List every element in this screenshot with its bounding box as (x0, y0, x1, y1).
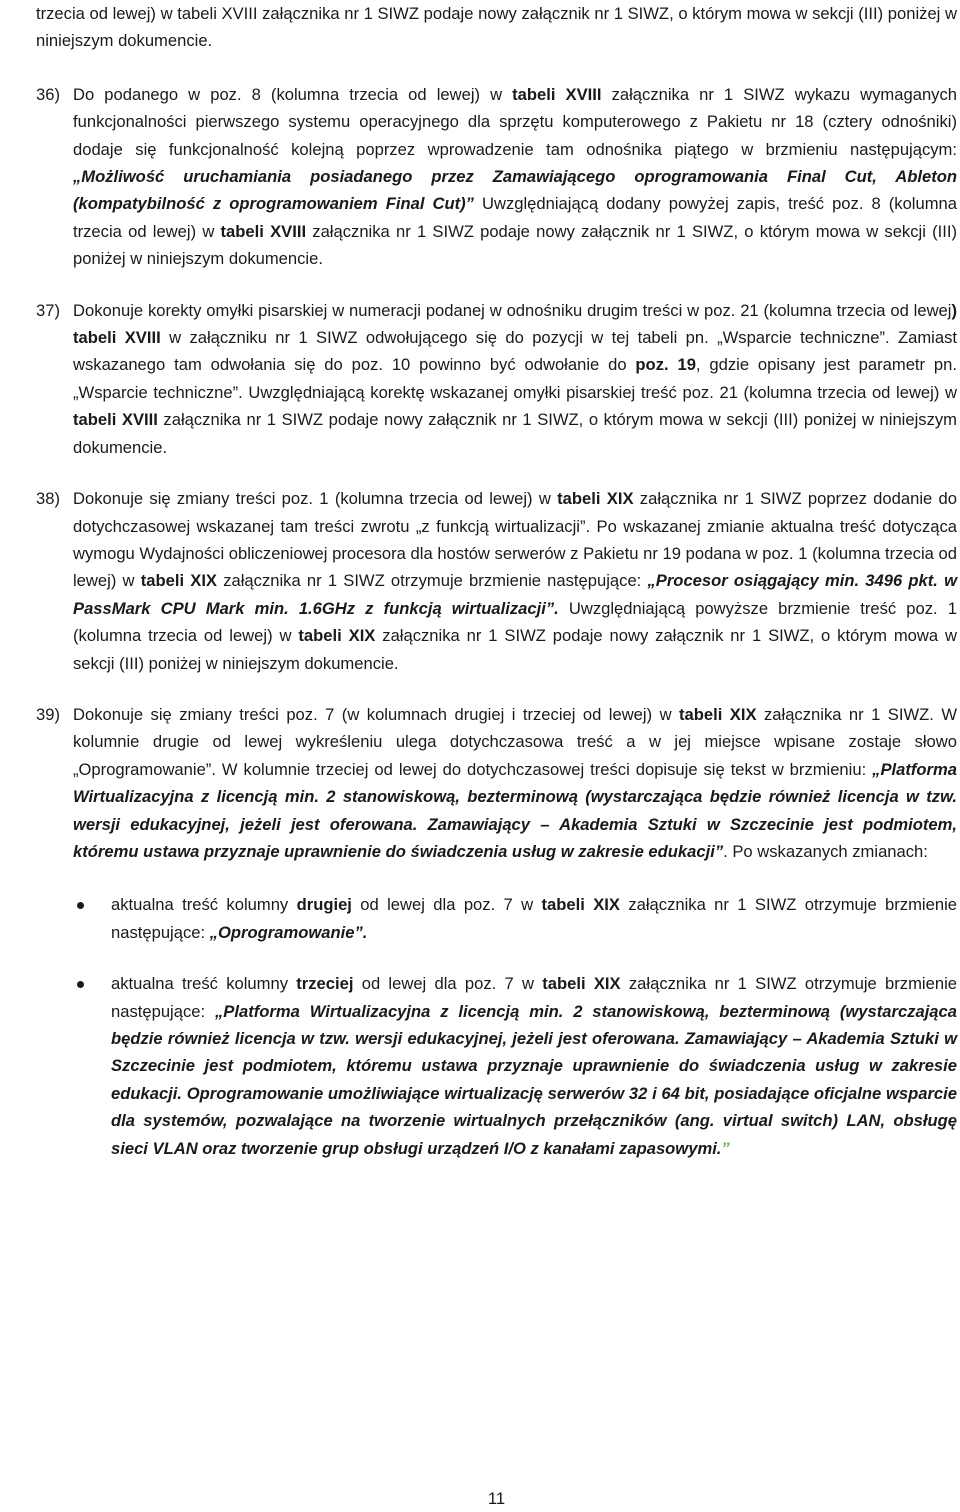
spacer (36, 273, 957, 297)
list-item-36 (36, 81, 957, 273)
spacer (36, 946, 957, 970)
text-run: Dokonuje się zmiany treści poz. 7 (w kolumnach drugiej i trzeciej od lewej) w (73, 704, 679, 724)
text-run: Dokonuje się zmiany treści poz. 1 (kolumna trzecia od lewej) w (73, 489, 558, 509)
spacer (36, 677, 957, 701)
column-reference: drugiej (296, 895, 352, 915)
text-run: w załączniku nr 1 SIWZ odwołującego się do pozycji w tej tabeli pn. „Wsparcie techniczne”. Zamiast wskazanego tam odwołania się do poz. 10 powinno być odwołanie do (73, 328, 958, 375)
text-run: . Po wskazanych zmianach: (723, 841, 928, 861)
spacer (36, 865, 957, 891)
text-run: załącznika nr 1 SIWZ poprzez dodanie do dotychczasowej wskazanej tam treści zwrotu „z funkcją wirtualizacji”. Po wskazanej zmianie aktualna treść dotycząca wymogu Wydajności obliczeniowej procesora dla hostów serwerów z Pakietu nr 19 podana w poz. 1 (kolumna trzecia od lewej) w (73, 489, 957, 591)
table-reference: tabeli XIX (140, 571, 218, 591)
text-run: , gdzie opisany jest parametr pn. „Wsparcie techniczne”. Uwzględniającą korektę wskazanej omyłki pisarskiej treść poz. 21 (kolumna trzecia od lewej) w (73, 355, 957, 402)
list-item-39 (36, 701, 957, 865)
text-run: załącznika nr 1 SIWZ otrzymuje brzmienie następujące: (111, 974, 957, 1021)
text-run: Uwzględniającą powyższe brzmienie treść poz. 1 (kolumna trzecia od lewej) w (73, 598, 957, 646)
table-reference: tabeli XIX (541, 895, 620, 915)
table-reference: tabeli XIX (679, 704, 757, 724)
item-number: 39) (36, 704, 60, 724)
bullet-list (36, 891, 957, 1162)
text-run: załącznika nr 1 SIWZ. W kolumnie drugie od lewej wykreśleniu ulega dotychczasowa treść a w jej miejsce wpisane zostaje słowo „Oprogramowanie”. W kolumnie trzeciej od lewej do dotychczasowej treści dopisuje się tekst w brzmieniu: (73, 704, 957, 779)
text-run: od lewej dla poz. 7 w (351, 895, 542, 915)
document-page (36, 0, 958, 1508)
quoted-requirement: „Możliwość uruchamiania posiadanego przez Zamawiającego oprogramowania Final Cut, Ableton (kompatybilność z oprogramowaniem Final Cut)” (73, 167, 957, 214)
list-item-38 (36, 485, 957, 677)
column-reference: trzeciej (296, 974, 354, 994)
text-run: załącznika nr 1 SIWZ otrzymuje brzmienie następujące: (111, 895, 957, 942)
list-item-37 (36, 297, 957, 461)
bullet-dot-icon (77, 902, 84, 909)
position-reference: poz. 19 (635, 355, 696, 375)
quoted-requirement: „Procesor osiągający min. 3496 pkt. w PassMark CPU Mark min. 1.6GHz z funkcją wirtualizacji”. (73, 571, 958, 618)
text-run: aktualna treść kolumny (111, 974, 297, 994)
intro-text: trzecia od lewej) w tabeli XVIII załącznika nr 1 SIWZ podaje nowy załącznik nr 1 SIWZ, o którym mowa w sekcji (III) poniżej w niniejszym dokumencie. (36, 4, 957, 51)
text-run: załącznika nr 1 SIWZ podaje nowy załącznik nr 1 SIWZ, o którym mowa w sekcji (III) poniżej w niniejszym dokumencie. (73, 221, 957, 269)
quoted-requirement: „Oprogramowanie”. (209, 922, 368, 942)
quoted-requirement: „Platforma Wirtualizacyjna z licencją min. 2 stanowiskową, bezterminową (wystarczająca będzie również licencja w tzw. wersji edukacyjnej, jeżeli jest oferowana. Zamawiający – Akademia Sztuki w Szczecinie jest podmiotem, któremu ustawa przyznaje uprawnienie do świadczenia usług w zakresie edukacji” (73, 759, 957, 861)
table-reference: tabeli XIX (542, 974, 621, 994)
table-reference: ) tabeli XVIII (73, 300, 957, 348)
spacer (36, 461, 957, 485)
text-run: Do podanego w poz. 8 (kolumna trzecia od lewej) w (73, 84, 513, 104)
table-reference: tabeli XVIII (73, 410, 158, 430)
page-number: 11 (487, 1489, 506, 1508)
closing-quote: ” (721, 1138, 730, 1158)
bullet-dot-icon (77, 981, 84, 988)
item-number: 38) (36, 489, 60, 509)
bullet-item (36, 891, 957, 946)
text-run: aktualna treść kolumny (111, 895, 297, 915)
table-reference: tabeli XIX (557, 489, 634, 509)
table-reference: tabeli XIX (298, 626, 376, 646)
text-run: załącznika nr 1 SIWZ podaje nowy załącznik nr 1 SIWZ, o którym mowa w sekcji (III) poniżej w niniejszym dokumencie. (73, 626, 957, 673)
quoted-requirement: „Platforma Wirtualizacyjna z licencją min. 2 stanowiskową, bezterminową (wystarczająca będzie również licencja w tzw. wersji edukacyjnej, jeżeli jest oferowana. Zamawiający – Akademia Sztuki w Szczecinie jest podmiotem, któremu ustawa przyznaje uprawnienie do świadczenia usług w zakresie edukacji. Oprogramowanie umożliwiające wirtualizację serwerów 32 i 64 bit, posiadające oficjalne wsparcie dla systemów, pozwalające na tworzenie wirtualnych przełączników (ang. virtual switch) LAN, obsługę sieci VLAN oraz tworzenie grup obsługi urządzeń I/O z kanałami zapasowymi. (111, 1001, 957, 1158)
text-run: Dokonuje korekty omyłki pisarskiej w numeracji podanej w odnośniku drugim treści w poz. 21 (kolumna trzecia od lewej (73, 300, 952, 320)
bullet-item (36, 970, 957, 1162)
text-run: załącznika nr 1 SIWZ podaje nowy załącznik nr 1 SIWZ, o którym mowa w sekcji (III) poniżej w niniejszym dokumencie. (73, 410, 957, 457)
spacer (36, 55, 957, 81)
intro-paragraph (36, 0, 957, 55)
table-reference: tabeli XVIII (512, 84, 602, 104)
item-number: 37) (36, 300, 60, 320)
text-run: od lewej dla poz. 7 w (353, 974, 543, 994)
text-run: załącznika nr 1 SIWZ otrzymuje brzmienie następujące: (217, 571, 648, 591)
item-number: 36) (36, 84, 60, 104)
text-run: Uwzględniającą dodany powyżej zapis, treść poz. 8 (kolumna trzecia od lewej) w (73, 194, 957, 241)
text-run: załącznika nr 1 SIWZ wykazu wymaganych funkcjonalności pierwszego systemu operacyjnego dla sprzętu komputerowego z Pakietu nr 18 (cztery odnośniki) dodaje się funkcjonalność kolejną poprzez wprowadzenie tam odnośnika piątego w brzmieniu następującym: (73, 84, 957, 159)
table-reference: tabeli XVIII (220, 221, 307, 241)
